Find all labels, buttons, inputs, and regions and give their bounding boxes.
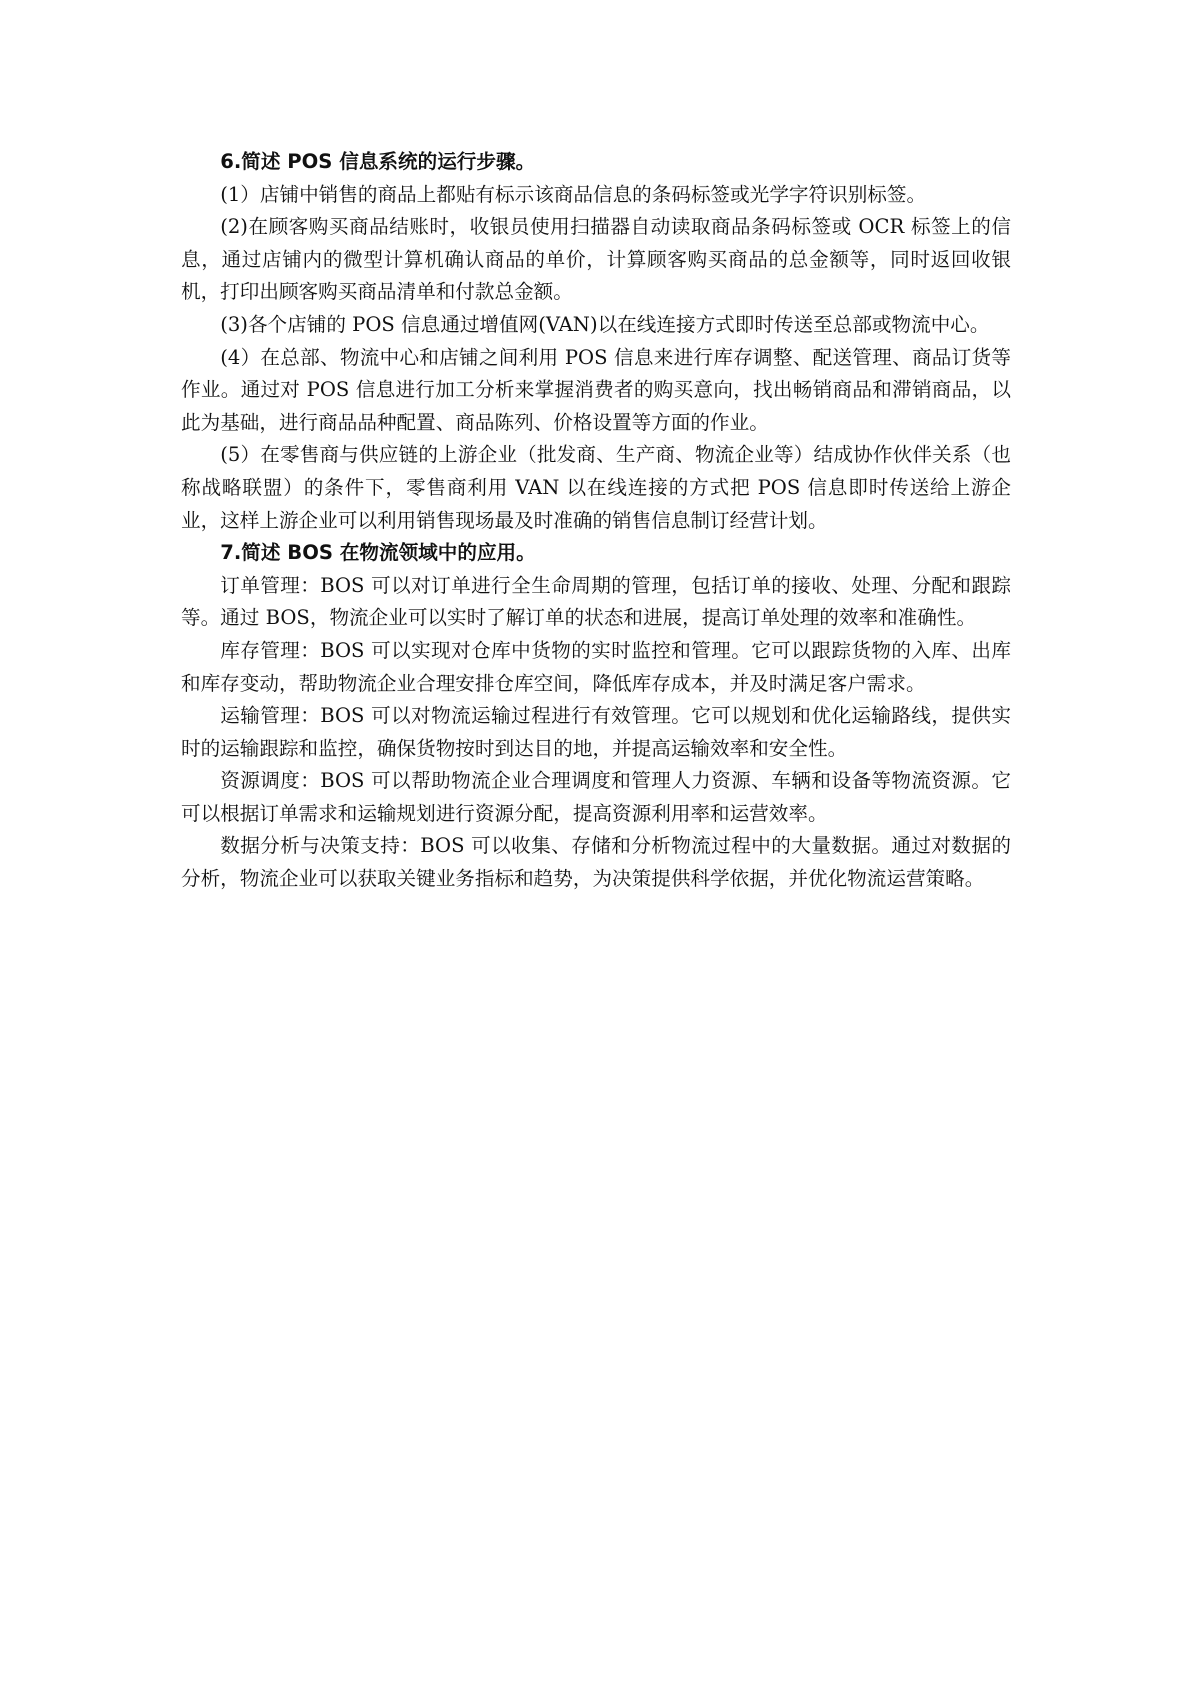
paragraph: (5）在零售商与供应链的上游企业（批发商、生产商、物流企业等）结成协作伙伴关系（也称战略联盟）的条件下，零售商利用 VAN 以在线连接的方式把 POS 信息即时传送给上游企业，这样上游企业可以利用销售现场最及时准确的销售信息制订经营计划。 bbox=[181, 443, 1011, 532]
paragraph: 数据分析与决策支持：BOS 可以收集、存储和分析物流过程中的大量数据。通过对数据的分析，物流企业可以获取关键业务指标和趋势，为决策提供科学依据，并优化物流运营策略。 bbox=[181, 834, 1011, 891]
section-heading: 6.简述 POS 信息系统的运行步骤。 bbox=[220, 150, 536, 173]
paragraph: (4）在总部、物流中心和店铺之间利用 POS 信息来进行库存调整、配送管理、商品订货等作业。通过对 POS 信息进行加工分析来掌握消费者的购买意向，找出畅销商品和滞销商品，以此为基础，进行商品品种配置、商品陈列、价格设置等方面的作业。 bbox=[181, 345, 1011, 434]
paragraph: 库存管理：BOS 可以实现对仓库中货物的实时监控和管理。它可以跟踪货物的入库、出库和库存变动，帮助物流企业合理安排仓库空间，降低库存成本，并及时满足客户需求。 bbox=[181, 638, 1011, 695]
section-pos-steps bbox=[181, 146, 1011, 537]
paragraph: 运输管理：BOS 可以对物流运输过程进行有效管理。它可以规划和优化运输路线，提供实时的运输跟踪和监控，确保货物按时到达目的地，并提高运输效率和安全性。 bbox=[181, 704, 1011, 760]
section-bos-applications bbox=[181, 537, 1011, 896]
paragraph: (1）店铺中销售的商品上都贴有标示该商品信息的条码标签或光学字符识别标签。 bbox=[220, 182, 927, 206]
section-heading: 7.简述 BOS 在物流领域中的应用。 bbox=[220, 541, 536, 565]
paragraph: 资源调度：BOS 可以帮助物流企业合理调度和管理人力资源、车辆和设备等物流资源。它可以根据订单需求和运输规划进行资源分配，提高资源利用率和运营效率。 bbox=[181, 769, 1011, 825]
paragraph: 订单管理：BOS 可以对订单进行全生命周期的管理，包括订单的接收、处理、分配和跟踪等。通过 BOS，物流企业可以实时了解订单的状态和进展，提高订单处理的效率和准确性。 bbox=[181, 573, 1011, 630]
paragraph: (2)在顾客购买商品结账时，收银员使用扫描器自动读取商品条码标签或 OCR 标签上的信息，通过店铺内的微型计算机确认商品的单价，计算顾客购买商品的总金额等，同时返回收银机，打印出顾客购买商品清单和付款总金额。 bbox=[181, 215, 1011, 304]
document-body bbox=[181, 146, 1011, 896]
paragraph: (3)各个店铺的 POS 信息通过增值网(VAN)以在线连接方式即时传送至总部或物流中心。 bbox=[220, 312, 990, 336]
